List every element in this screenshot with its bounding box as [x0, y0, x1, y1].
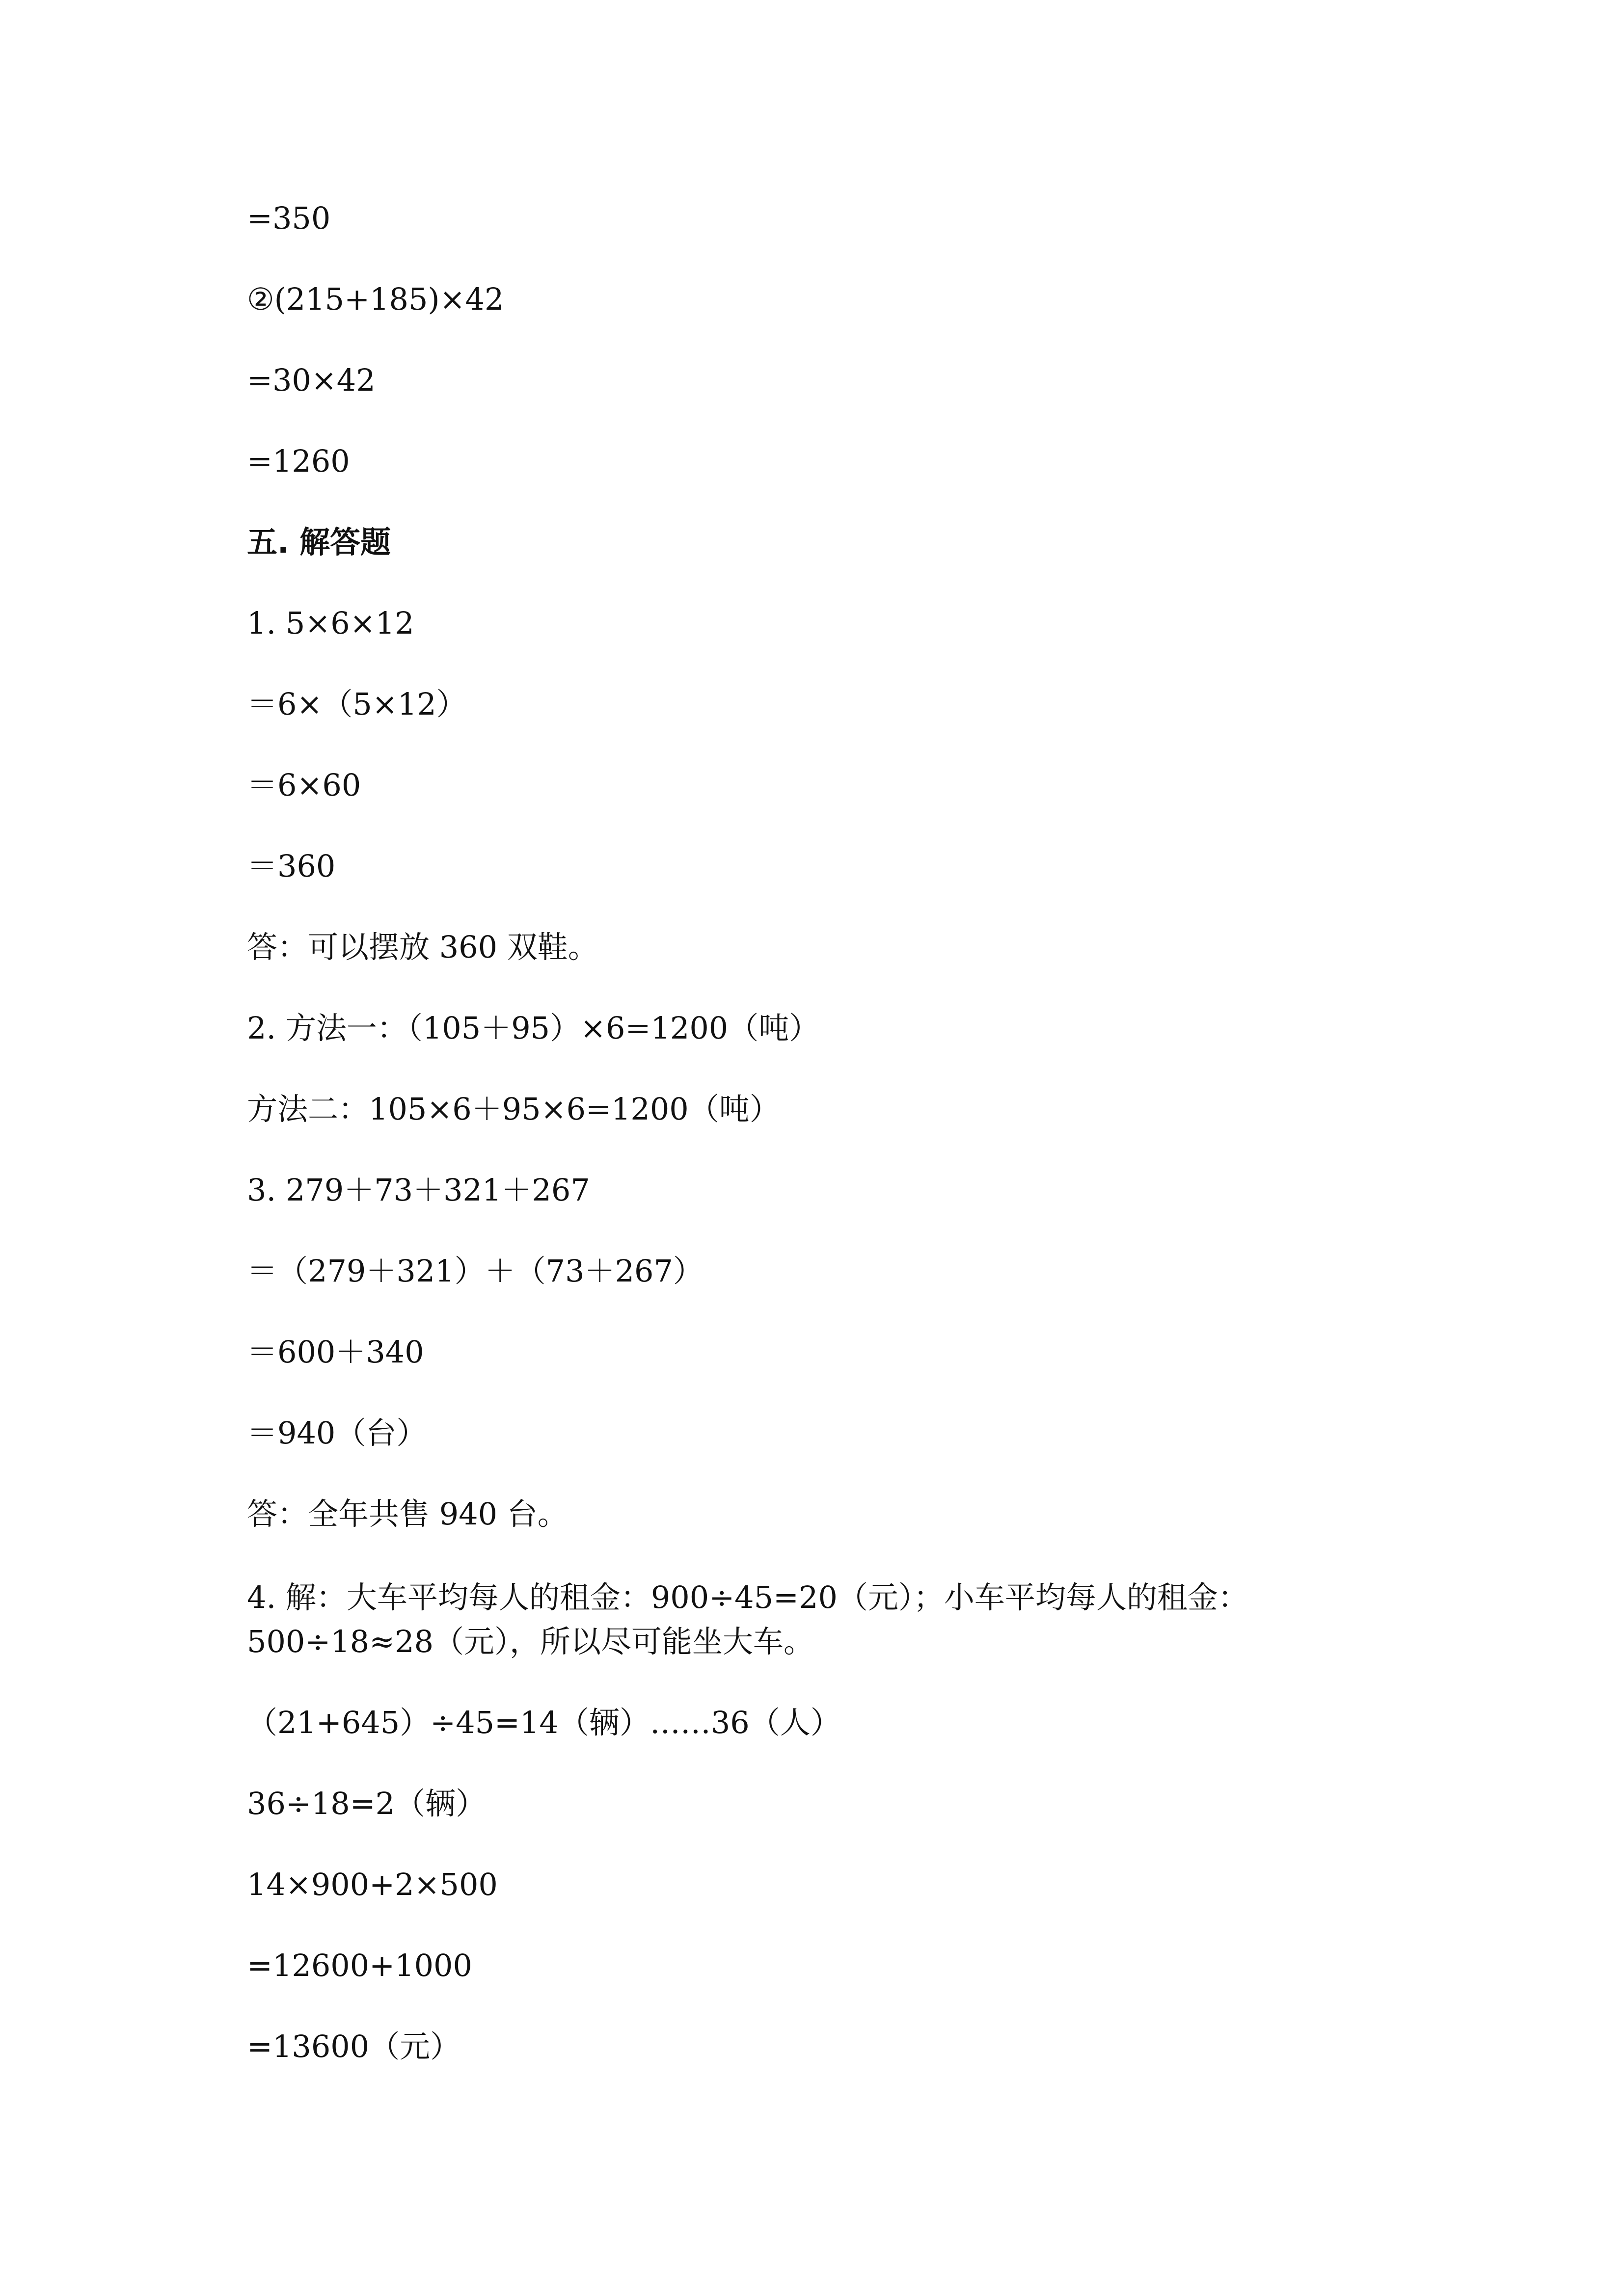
calc-line: =13600（元）: [247, 2029, 461, 2064]
calc-line: =30×42: [247, 362, 376, 398]
answer-line: 答：可以摆放 360 双鞋。: [247, 929, 598, 965]
answer-line: 答：全年共售 940 台。: [247, 1496, 568, 1532]
calc-line: 14×900+2×500: [247, 1867, 498, 1902]
calc-line: ②(215+185)×42: [247, 281, 504, 317]
calc-line: ＝（279＋321）＋（73＋267）: [247, 1253, 704, 1289]
calc-line: 4. 解：大车平均每人的租金：900÷45=20（元）；小车平均每人的租金：: [247, 1579, 1248, 1615]
calc-line: 500÷18≈28（元），所以尽可能坐大车。: [247, 1624, 814, 1659]
calc-line: ＝360: [247, 848, 336, 884]
calc-line: 1. 5×6×12: [247, 605, 414, 641]
calc-line: 2. 方法一：（105＋95）×6=1200（吨）: [247, 1010, 820, 1046]
calc-line: 3. 279＋73＋321＋267: [247, 1172, 590, 1208]
calc-line: 方法二：105×6＋95×6=1200（吨）: [247, 1091, 780, 1127]
calc-line: ＝6×（5×12）: [247, 686, 467, 722]
calc-line: ＝940（台）: [247, 1415, 427, 1451]
calc-line: ＝6×60: [247, 767, 361, 803]
section-heading: 五. 解答题: [247, 524, 391, 560]
calc-line: =1260: [247, 443, 350, 479]
calc-line: 36÷18=2（辆）: [247, 1786, 487, 1821]
calc-line: =350: [247, 200, 331, 236]
calc-line: =12600+1000: [247, 1948, 472, 1983]
calc-line: （21+645）÷45=14（辆）……36（人）: [247, 1705, 841, 1740]
calc-line: ＝600＋340: [247, 1334, 424, 1370]
